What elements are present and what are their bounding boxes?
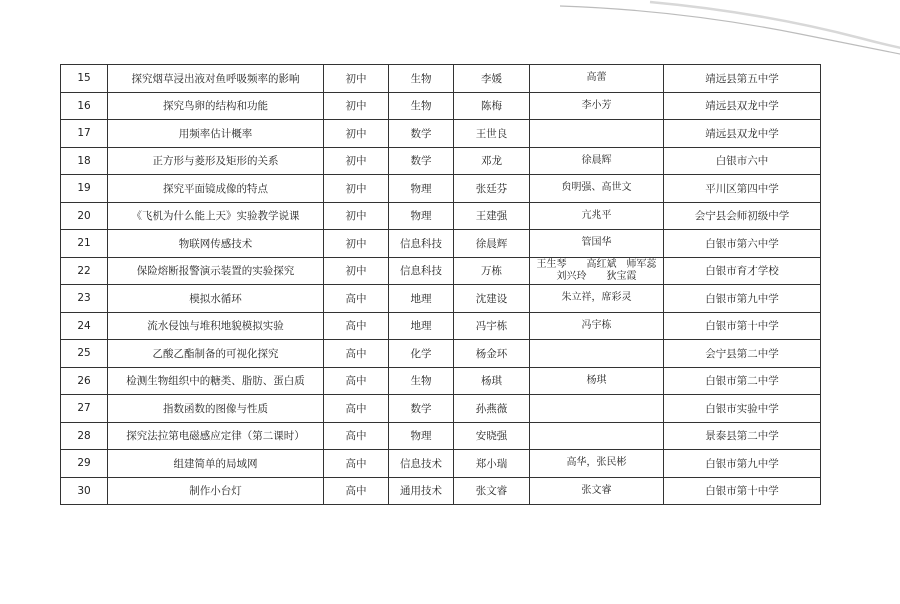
coauthors-cell: [530, 285, 664, 313]
author-cell: 万栋: [454, 257, 530, 285]
project-title-cell: 制作小台灯: [108, 477, 324, 505]
subject-cell: 生物: [389, 65, 454, 93]
subject-cell: 信息技术: [389, 450, 454, 478]
school-level-cell: 高中: [324, 477, 389, 505]
table-row: [61, 395, 821, 423]
project-title-cell: 正方形与菱形及矩形的关系: [108, 147, 324, 175]
coauthor-line: 张文睿: [581, 484, 612, 496]
table-row: [61, 450, 821, 478]
project-title-cell: 用频率估计概率: [108, 120, 324, 148]
coauthors-cell: [530, 340, 664, 368]
table-row: [61, 340, 821, 368]
school-name-cell: 白银市实验中学: [664, 395, 821, 423]
project-title-cell: 《飞机为什么能上天》实验教学说课: [108, 202, 324, 230]
school-level-cell: 高中: [324, 285, 389, 313]
school-level-cell: 高中: [324, 395, 389, 423]
coauthors-cell: [530, 92, 664, 120]
row-number-cell: 20: [61, 202, 108, 230]
coauthor-line: 李小芳: [581, 99, 612, 111]
school-level-cell: 高中: [324, 312, 389, 340]
row-number-cell: 22: [61, 257, 108, 285]
row-number-cell: 29: [61, 450, 108, 478]
author-cell: 张文睿: [454, 477, 530, 505]
author-cell: 杨琪: [454, 367, 530, 395]
subject-cell: 地理: [389, 285, 454, 313]
school-name-cell: 靖远县双龙中学: [664, 120, 821, 148]
coauthor-line: 冯宇栋: [581, 319, 612, 331]
author-cell: 杨金环: [454, 340, 530, 368]
row-number-cell: 15: [61, 65, 108, 93]
coauthor-line: 高蕾: [586, 72, 607, 84]
row-number-cell: 28: [61, 422, 108, 450]
coauthors-cell: [530, 450, 664, 478]
coauthors-cell: [530, 312, 664, 340]
school-level-cell: 初中: [324, 175, 389, 203]
subject-cell: 数学: [389, 147, 454, 175]
coauthor-line: 徐晨辉: [581, 154, 612, 166]
row-number-cell: 27: [61, 395, 108, 423]
coauthor-line: 杨琪: [586, 374, 607, 386]
coauthor-line: 刘兴玲 狄宝霞: [556, 270, 637, 282]
school-name-cell: 会宁县第二中学: [664, 340, 821, 368]
school-level-cell: 初中: [324, 230, 389, 258]
project-title-cell: 探究鸟卵的结构和功能: [108, 92, 324, 120]
coauthors-cell: [530, 477, 664, 505]
coauthor-line: 贠明强、高世文: [561, 182, 632, 194]
school-level-cell: 初中: [324, 65, 389, 93]
author-cell: 王世良: [454, 120, 530, 148]
subject-cell: 物理: [389, 175, 454, 203]
school-name-cell: 白银市育才学校: [664, 257, 821, 285]
project-table: [60, 64, 821, 505]
school-level-cell: 初中: [324, 257, 389, 285]
table-row: [61, 120, 821, 148]
row-number-cell: 17: [61, 120, 108, 148]
table-row: [61, 367, 821, 395]
school-name-cell: 白银市第九中学: [664, 285, 821, 313]
school-level-cell: 高中: [324, 340, 389, 368]
coauthor-line: 亢兆平: [581, 209, 612, 221]
school-name-cell: 白银市第十中学: [664, 312, 821, 340]
coauthor-line: 王生琴 高红斌 师军蕊: [536, 258, 657, 270]
coauthors-cell: [530, 395, 664, 423]
school-level-cell: 高中: [324, 367, 389, 395]
coauthor-line: 高华，张民彬: [566, 457, 627, 469]
table-row: [61, 147, 821, 175]
coauthors-cell: [530, 422, 664, 450]
school-name-cell: 景泰县第二中学: [664, 422, 821, 450]
project-title-cell: 探究平面镜成像的特点: [108, 175, 324, 203]
author-cell: 孙燕薇: [454, 395, 530, 423]
subject-cell: 生物: [389, 92, 454, 120]
school-level-cell: 初中: [324, 147, 389, 175]
project-title-cell: 探究法拉第电磁感应定律（第二课时）: [108, 422, 324, 450]
table-row: [61, 202, 821, 230]
subject-cell: 物理: [389, 422, 454, 450]
subject-cell: 生物: [389, 367, 454, 395]
table-body: [61, 65, 821, 505]
row-number-cell: 24: [61, 312, 108, 340]
row-number-cell: 26: [61, 367, 108, 395]
school-name-cell: 白银市第十中学: [664, 477, 821, 505]
author-cell: 李媛: [454, 65, 530, 93]
coauthors-cell: [530, 367, 664, 395]
coauthors-cell: [530, 257, 664, 285]
author-cell: 张廷芬: [454, 175, 530, 203]
project-title-cell: 保险熔断报警演示装置的实验探究: [108, 257, 324, 285]
author-cell: 安晓强: [454, 422, 530, 450]
project-title-cell: 探究烟草浸出液对鱼呼吸频率的影响: [108, 65, 324, 93]
row-number-cell: 30: [61, 477, 108, 505]
school-name-cell: 靖远县双龙中学: [664, 92, 821, 120]
project-title-cell: 检测生物组织中的糖类、脂肪、蛋白质: [108, 367, 324, 395]
school-name-cell: 白银市第六中学: [664, 230, 821, 258]
row-number-cell: 25: [61, 340, 108, 368]
coauthors-cell: [530, 120, 664, 148]
table-row: [61, 285, 821, 313]
author-cell: 徐晨辉: [454, 230, 530, 258]
project-title-cell: 乙酸乙酯制备的可视化探究: [108, 340, 324, 368]
table-row: [61, 422, 821, 450]
subject-cell: 信息科技: [389, 230, 454, 258]
school-level-cell: 初中: [324, 120, 389, 148]
school-name-cell: 白银市六中: [664, 147, 821, 175]
coauthor-line: 朱立祥，席彩灵: [561, 292, 632, 304]
coauthors-cell: [530, 230, 664, 258]
scan-edge-shadow: [560, 0, 900, 60]
coauthors-cell: [530, 65, 664, 93]
subject-cell: 通用技术: [389, 477, 454, 505]
row-number-cell: 23: [61, 285, 108, 313]
coauthors-cell: [530, 202, 664, 230]
author-cell: 冯宇栋: [454, 312, 530, 340]
table-row: [61, 175, 821, 203]
coauthor-line: 管国华: [581, 237, 612, 249]
subject-cell: 数学: [389, 395, 454, 423]
subject-cell: 化学: [389, 340, 454, 368]
school-level-cell: 初中: [324, 92, 389, 120]
table-row: [61, 92, 821, 120]
author-cell: 郑小瑞: [454, 450, 530, 478]
school-level-cell: 高中: [324, 422, 389, 450]
row-number-cell: 21: [61, 230, 108, 258]
table-row: [61, 477, 821, 505]
project-title-cell: 模拟水循环: [108, 285, 324, 313]
subject-cell: 信息科技: [389, 257, 454, 285]
coauthors-cell: [530, 175, 664, 203]
project-title-cell: 指数函数的图像与性质: [108, 395, 324, 423]
school-level-cell: 初中: [324, 202, 389, 230]
subject-cell: 地理: [389, 312, 454, 340]
project-title-cell: 物联网传感技术: [108, 230, 324, 258]
project-title-cell: 组建简单的局域网: [108, 450, 324, 478]
table-row: [61, 230, 821, 258]
author-cell: 邓龙: [454, 147, 530, 175]
school-name-cell: 会宁县会师初级中学: [664, 202, 821, 230]
school-name-cell: 白银市第二中学: [664, 367, 821, 395]
row-number-cell: 18: [61, 147, 108, 175]
author-cell: 沈建设: [454, 285, 530, 313]
project-title-cell: 流水侵蚀与堆积地貌模拟实验: [108, 312, 324, 340]
author-cell: 陈梅: [454, 92, 530, 120]
author-cell: 王建强: [454, 202, 530, 230]
table-row: [61, 257, 821, 285]
row-number-cell: 19: [61, 175, 108, 203]
table-row: [61, 312, 821, 340]
subject-cell: 数学: [389, 120, 454, 148]
subject-cell: 物理: [389, 202, 454, 230]
school-name-cell: 白银市第九中学: [664, 450, 821, 478]
school-name-cell: 平川区第四中学: [664, 175, 821, 203]
school-name-cell: 靖远县第五中学: [664, 65, 821, 93]
coauthors-cell: [530, 147, 664, 175]
table-row: [61, 65, 821, 93]
school-level-cell: 高中: [324, 450, 389, 478]
row-number-cell: 16: [61, 92, 108, 120]
